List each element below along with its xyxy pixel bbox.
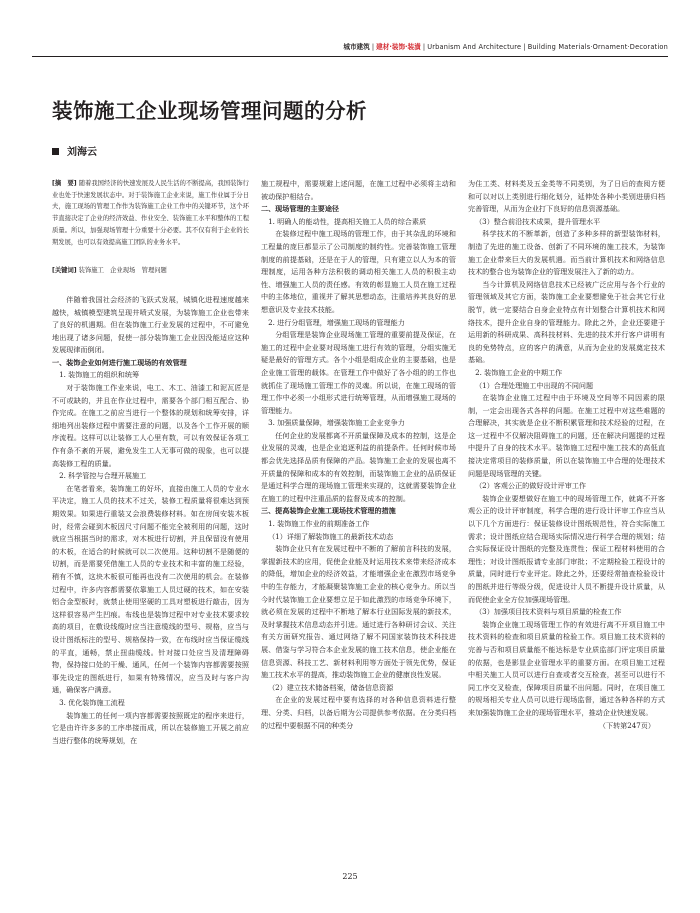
abstract-text: 随着我国经济的快速发展及人民生活的不断提高，我国装饰行业也处于快速发展状态中。对于装饰施工企业来说，施工作业属于分日夫，施工现场的管理工作作为装饰施工企业工作中的关键环节，这个环节直接决定了企业的经济效益、作业安全、装饰施工水平和整体的工程质量。所以，加强现场管理十分重要十分必要。其不仅有利于企业的长期发展，也可以有效提高施工团队的业务水平。: [52, 180, 249, 246]
subsection-heading: （2）建立技术储备档案，储备信息资源: [268, 682, 394, 692]
abstract-label: [摘 要]: [52, 180, 77, 187]
subsection-heading: 3. 优化装饰施工流程: [59, 697, 125, 707]
paragraph: 施工规程中，需要规避上述问题，在施工过程中必须将主动和被动保护相结合。: [261, 179, 456, 201]
column-3: [468, 178, 665, 732]
header-section-cn: 城市建筑: [343, 43, 370, 51]
paragraph: 对于装饰施工作业来说，电工、木工、油漆工和泥瓦匠是不可或缺的，并且在作业过程中，需要各个部门相互配合、协作完成。在施工之前应当进行一个整体的规划和统筹安排，详细地列出装修过程中需要注意的问题，以及各个工作开展的顺序流程。这样可以让装修工人心里有数，可以有效保证各项工作有条不紊的开展，避免发生工人无事可做的现象，也可以提高装修工程的质量。: [52, 383, 249, 468]
page-number: 225: [342, 872, 358, 881]
paragraph: 在笔者看来，装饰施工的好坏，直接由施工人员的专业水平决定，施工人员的技术不过关，装修工程质量将很难达到预期效果。如果进行重装又会浪费装修材料。如在房间安装木板时，经常会碰到木板因尺寸问题不能完全被利用的问题，这时就应当根据当时的需求，对木板进行切割，并且保留没有使用的木板，在适合的时候就可以二次使用。这种切割不是随便的切割，而是需要凭借施工人员的专业技术和丰富的施工经验，稍有不慎，这块木板很可能再也没有二次使用的机会。在装修过程中，许多内容都需要依靠施工人员过硬的技术，如在安装铝合金型板时，就禁止使用坚硬的工具对塑板进行敲击，因为这样很容易产生凹痕。布线也是装饰过程中对专业技术要求较高的项目，在敷设线缆时应当注意缆线的型号、规格，应当与设计图纸标注的型号、规格保持一致，在布线时应当保证缆线的平直，通畅，禁止扭曲缆线。针对接口处应当及清理障碍物，保持接口处的干燥、通风，任何一个装饰内容都需要按照事先设定的图纸进行，如果有特殊情况，应当及时与客户沟通，确保客户满意。: [52, 483, 249, 695]
keywords-text: 装饰施工 企业现场 管理问题: [78, 267, 167, 275]
abstract: [52, 178, 249, 248]
subsection-heading: 1. 明确人的能动性，提高相关施工人员的综合素质: [268, 216, 427, 226]
paragraph: 伴随着我国社会经济的飞跃式发展，城镇化进程速度越来越快，城镇模型建筑呈现井喷式发展，为装饰施工企业也带来了良好的机遇期。但在装饰施工行业发展的过程中，不可避免地出现了诸多问题，促使一部分装饰施工企业因没能适应这种发展现律而倒闭。: [52, 294, 249, 355]
subsection-heading: （1）合理处理施工中出现的不同问题: [475, 380, 594, 390]
paragraph: 科学技术的不断革新，创造了多种多样的新型装饰材料，制造了先进的施工设备、创新了不同环境的施工技术，为装饰施工企业带来巨大的发展机遇。而当前计算机技术和网络信息技术的整合也为装饰企业的管理发展注入了新的动力。: [468, 229, 665, 277]
running-header: 城市建筑 | 建材·装饰·装潢 | Urbanism And Architecture | Building Materials·Ornament·Decoration: [343, 43, 668, 51]
paragraph: 在装饰企业施工过程中由于环境及空间等不同因素的限制，一定会出现各式各样的问题。在施工过程中对这些难题的合理解决，其实就是企业不断积累管理和技术经验的过程，在这一过程中不仅解决阻碍施工的问题，还在解决问题提的过程中提升了自身的技术水平。装饰施工过程中施工技术的高低直接决定常项目的装修质量，所以在装饰施工中合理的处理技术问题是现场管理的关键。: [468, 393, 665, 478]
subsection-heading: （2）客观公正的做好设计评审工作: [475, 481, 587, 491]
subsection-heading: 1. 装饰施工的组织和统筹: [59, 370, 140, 380]
column-1: [52, 178, 249, 747]
section-heading: 一、装饰企业如何进行施工现场的有效管理: [52, 357, 187, 367]
keywords-label: [关键词]: [52, 267, 77, 275]
subsection-heading: （1）详细了解装饰施工的最新技术动态: [268, 531, 394, 541]
section-heading: 三、提高装饰企业施工现场技术管理的措施: [261, 506, 396, 516]
continued-note: （下转第247页）: [598, 720, 655, 730]
paragraph: 在装修过程中施工现场的管理工作，由于其杂乱的环境和工程量的庞巨都显示了公司制度的制约性。完善装饰施工管理制度的前提基础，还是在于人的管理，只有建立以人为本的管理制度，运用各种方法积极的调动相关施工人员的积极主动性、增强施工人员的责任感。有效的彰显施工人员在施工过程中的主体地位，重视并了解其思想动态，注重培养其良好的思想意识及专业技术技能。: [261, 229, 456, 314]
column-1-body: [52, 294, 249, 747]
paragraph: 分组管理是装饰企业现场施工管理的重要前提及保证，在施工的过程中企业要对现场施工进行有效的管理，分组实施无疑是最好的管理方式。各个小组是组成企业的主要基础，也是企业施工管理的载体。在管理工作中做好了各小组的的工作也就抓住了现场施工管理工作的灵魂。所以说，在施工现场的管理工作中必须一小组形式进行统筹管理，从而增强施工现场的管理能力。: [261, 330, 456, 415]
subsection-heading: （3）加强项目技术资料与项目质量的检查工作: [475, 607, 622, 617]
author-name: 刘海云: [67, 147, 97, 158]
subsection-heading: 1. 装饰施工作业的前期准备工作: [268, 519, 370, 529]
header-subsection-en: Building Materials·Ornament·Decoration: [527, 43, 668, 51]
author-line: [52, 143, 97, 158]
column-2: [261, 178, 456, 732]
subsection-heading: 2. 进行分组管理，增强施工现场的管理能力: [268, 317, 405, 327]
paragraph: 当今计算机及网络信息技术已经被广泛应用与各个行业的管理领域及其它方面，装饰施工企业要想避免于社会其它行业脱节，就一定要结合自身企业特点有计划整合计算机技术和网络技术，提升企业自身的管理能力。除此之外，企业还要建于运用新的科研成果、高科技材料、先进的技术并行客户讲明有良的免势特点，应的客户的满意，从而为企业的发展奠定技术基础。: [468, 279, 665, 365]
paragraph: 为住工类、材料类及五金类等不同类别，为了日后的查阅方便和可以对以上类别进行细化划分，延伸处各种小类别进册归档完善管理，从而为企业打下良好的信息资源基础。: [468, 179, 665, 214]
header-subsection-cn: 建材·装饰·装潢: [376, 43, 421, 51]
paragraph: 在企业的发展过程中要有选择的对各种信息资料进行整理、分类、归档，以备后期为公司提供参考依据。在分类归档的过程中要根据不同的种类分: [261, 695, 456, 730]
paragraph: 任何企业的发展都离不开质量保障及成本的控制，这是企业发展的灵魂，也是企业追逐利益的前提条件。任何时候市场都会优先选择品质有保障的产品。装饰施工企业的发展也离不开质量的保障和成本的有效控制，而装饰施工企业的品质保证是通过科学合理的现场施工管理来实现的，这就需要装饰企业在施工的过程中注重品质的监督及成本的控制。: [261, 430, 456, 503]
subsection-heading: 2. 装饰施工企业的中期工作: [475, 367, 563, 377]
subsection-heading: 3. 加强质量保障，增强装饰施工企业竞争力: [268, 418, 405, 428]
article-title: 装饰施工企业现场管理问题的分析: [52, 99, 367, 123]
keywords: [52, 265, 249, 277]
header-rule: [32, 56, 668, 57]
paragraph: 装饰企业施工现场管理工作的有效进行离不开项目施工中技术资料的检查和项目质量的检验工作。项目施工技术资料的完善与否和项目质量能不能达标是专业质监部门评定项目质量的依据，也是影显企业管理水平的重要方面。在项目施工过程中相关施工人员可以进行自查或者交互检查，甚至可以进行不同工序交叉检查，保障项目质量不出问题。同时，在项目施工的规场相关专业人员可以进行现场监督，通过各种各样的方式来加强装饰施工企业的现场管理水平，推动企业快速发展。: [468, 619, 665, 717]
section-heading: 二、现场管理的主要途径: [261, 204, 340, 214]
subsection-heading: （3）整合前沿技术成果，提升管理水平: [475, 216, 601, 226]
paragraph: 装饰企业要想做好在施工中的现场管理工作，就离不开客观公正的设计评审制度，科学合理的进行设计评审工作应当从以下几个方面进行：保证装修设计图纸规范性，符合实际施工需求；设计图纸应结合现场实际情况进行科学合理的规划；结合实际保证设计图纸的完整及连贯性；保证工程材料使用的合理性；对设计图纸报请专业部门审批；不定期检验工程设计的质量，同时进行专业评定。除此之外，还要经常抽查检验设计的图纸并进行等级分级，促进设计人员不断提升设计质量，从而促使企业全方位加强现场管理。: [468, 493, 665, 604]
square-bullet-icon: [52, 148, 59, 155]
header-section-en: Urbanism And Architecture: [427, 43, 522, 51]
paragraph: 装饰施工的任何一项内容都需要按照既定的程序来进行，它是由许许多多的工序串接而成，所以在装修施工开展之前应当进行整体的统筹规划，在: [52, 710, 249, 745]
paragraph: 装饰企业只有在发展过程中不断的了解前言科技的发展，掌握新技术的应用，促使企业能及时运用技术来带来经济成本的降低，增加企业的经济效益，才能增强企业在激烈市场竞争中的生存能力，才能凝聚装饰施工企业的核心竞争力。所以当今时代装饰施工企业要想立足于如此激烈的市场竞争环境下，就必须在发展的过程中不断地了解本行业国际发展的新技术，及时掌握技术信息动态并引进。通过进行各种研讨会议、关注有关方面研究报告、通过网络了解不同国家装饰技术科技进展、借鉴与学习符合本企业发展的施工技术信息，使企业能在信息资源、科技工艺、新材料利用等方面处于领先优势，保证施工技术水平的提高，推动装饰施工企业的健康良性发展。: [261, 544, 456, 680]
subsection-heading: 2. 科学管控与合理开展施工: [59, 471, 147, 481]
